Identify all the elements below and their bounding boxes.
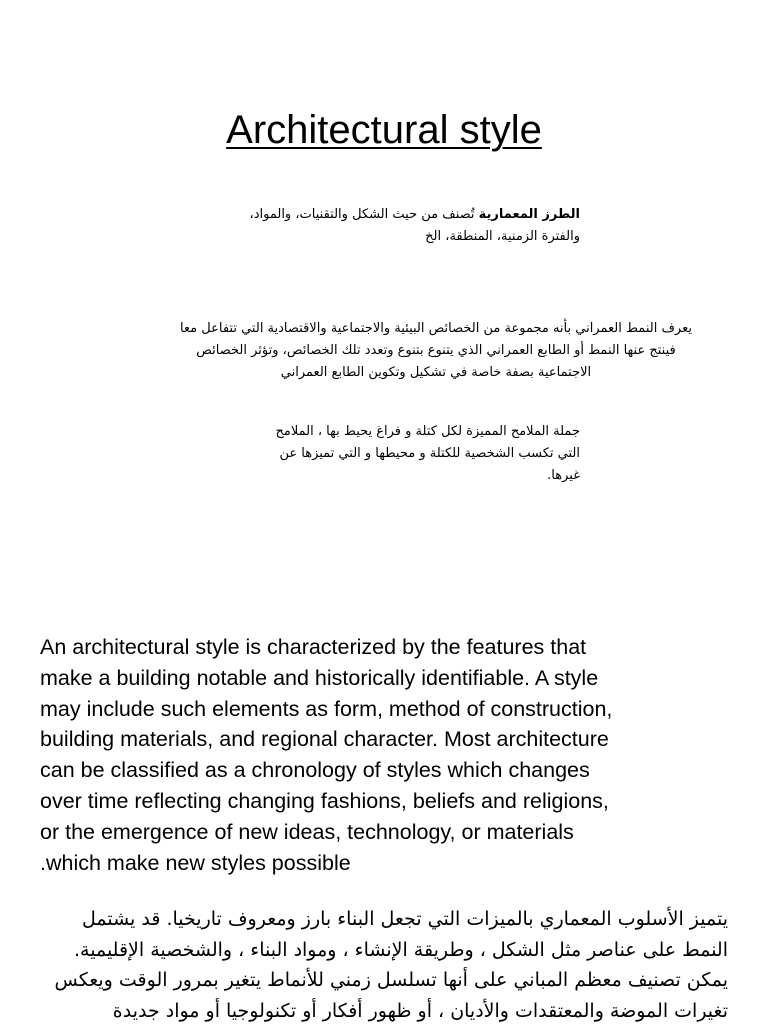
arabic-definition-features-line-1: جملة الملامح المميزة لكل كتلة و فراغ يحيط بها ، الملامح: [275, 421, 580, 443]
arabic-paragraph-line-2: النمط على عناصر مثل الشكل ، وطريقة الإنشاء ، ومواد البناء ، والشخصية الإقليمية.: [38, 935, 728, 966]
arabic-paragraph-line-1: يتميز الأسلوب المعماري بالميزات التي تجعل البناء بارز ومعروف تاريخيا. قد يشتمل: [38, 904, 728, 935]
english-paragraph-line-7: or the emergence of new ideas, technology, or materials: [40, 817, 730, 848]
arabic-definition-styles: [250, 204, 580, 248]
arabic-definition-features: [275, 421, 580, 487]
english-paragraph-line-5: can be classified as a chronology of styles which changes: [40, 755, 730, 786]
arabic-paragraph: [38, 904, 728, 1026]
english-paragraph-line-8: .which make new styles possible: [40, 848, 730, 879]
english-paragraph-line-3: may include such elements as form, method of construction,: [40, 694, 730, 725]
arabic-definition-styles-line-1: [250, 204, 580, 226]
english-paragraph-line-2: make a building notable and historically identifiable. A style: [40, 663, 730, 694]
arabic-definition-urban-pattern-line-2: فينتج عنها النمط أو الطابع العمراني الذي يتنوع بتنوع وتعدد تلك الخصائص، وتؤثر الخصائص: [180, 340, 692, 362]
arabic-bold-term: الطرز المعمارية: [479, 207, 580, 222]
english-paragraph-line-4: building materials, and regional character. Most architecture: [40, 724, 730, 755]
arabic-definition-urban-pattern-line-3: الاجتماعية بصفة خاصة في تشكيل وتكوين الطابع العمراني: [180, 362, 692, 384]
english-paragraph-line-6: over time reflecting changing fashions, beliefs and religions,: [40, 786, 730, 817]
arabic-paragraph-line-3: يمكن تصنيف معظم المباني على أنها تسلسل زمني للأنماط يتغير بمرور الوقت ويعكس: [38, 965, 728, 996]
arabic-definition-styles-line-1-rest: تُصنف من حيث الشكل والتقنيات، والمواد،: [250, 207, 479, 222]
arabic-definition-styles-line-2: والفترة الزمنية، المنطقة، الخ: [250, 226, 580, 248]
arabic-definition-features-line-3: غيرها.: [275, 465, 580, 487]
english-paragraph: [40, 632, 730, 878]
page-title: Architectural style: [0, 104, 768, 156]
arabic-definition-urban-pattern-line-1: يعرف النمط العمراني بأنه مجموعة من الخصائص البيئية والاجتماعية والاقتصادية التي تتفاعل معا: [180, 318, 692, 340]
english-paragraph-line-1: An architectural style is characterized by the features that: [40, 632, 730, 663]
arabic-definition-features-line-2: التي تكسب الشخصية للكتلة و محيطها و التي تميزها عن: [275, 443, 580, 465]
arabic-paragraph-line-4: تغيرات الموضة والمعتقدات والأديان ، أو ظهور أفكار أو تكنولوجيا أو مواد جديدة: [38, 996, 728, 1026]
arabic-definition-urban-pattern: [180, 318, 692, 384]
